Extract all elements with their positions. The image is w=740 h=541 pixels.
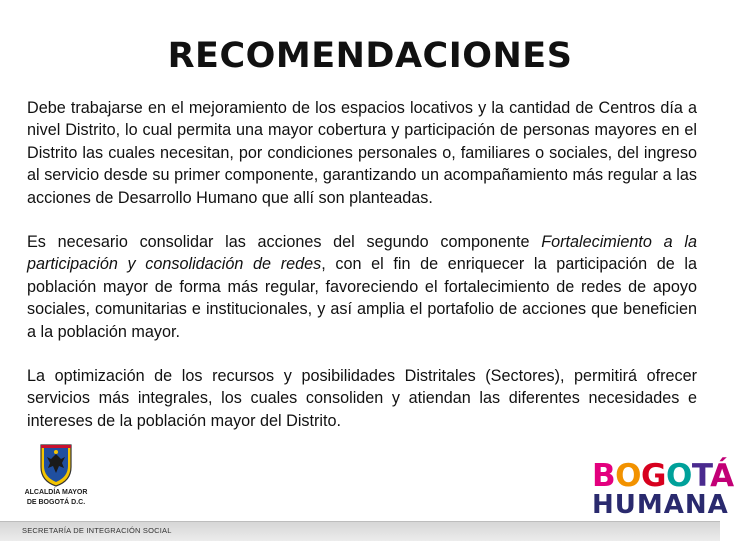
humana-wordmark: HUMANA xyxy=(592,490,729,520)
footer-bar xyxy=(0,521,720,541)
brand-letter: T xyxy=(691,458,711,494)
alcaldia-logo xyxy=(20,443,92,507)
slide-body xyxy=(27,97,697,432)
bogota-coat-of-arms-icon xyxy=(39,443,73,487)
brand-letter: Á xyxy=(710,458,734,494)
alcaldia-org-line-1: ALCALDÍA MAYOR xyxy=(24,489,88,496)
paragraph-1: Debe trabajarse en el mejoramiento de los espacios locativos y la cantidad de Centros día a nivel Distrito, lo cual permita una mayor cobertura y participación de personas mayores en el Distrito las cuales necesitan, por condiciones personales o, familiares o sociales, del ingreso al servicio desde su primer componente, garantizando un acompañamiento más regular a las acciones de Desarrollo Humano que allí son planteadas. xyxy=(27,99,697,207)
paragraph-2 xyxy=(27,231,697,343)
brand-letter: O xyxy=(665,458,692,494)
slide-title: RECOMENDACIONES xyxy=(167,36,573,76)
paragraph-3: La optimización de los recursos y posibilidades Distritales (Sectores), permitirá ofrecer servicios más integrales, los cuales consoliden y atiendan las diferentes necesidades e intereses de la población mayor del Distrito. xyxy=(27,367,697,430)
footer-label: SECRETARÍA DE INTEGRACIÓN SOCIAL xyxy=(22,526,172,535)
bogota-humana-logo xyxy=(592,458,734,520)
brand-letter: G xyxy=(641,458,666,494)
paragraph-2-rest: , con el fin de enriquecer la participación de la población mayor de forma más regular, favoreciendo el fortalecimiento de redes de apoyo sociales, comunitarias e institucionales, y así amplia el portafolio de acciones que beneficien a la población mayor. xyxy=(27,255,697,341)
paragraph-2-emphasis: Fortalecimiento a la participación y consolidación de redes xyxy=(27,233,697,274)
alcaldia-org-line-2: DE BOGOTÁ D.C. xyxy=(26,499,86,506)
bogota-wordmark xyxy=(592,458,734,494)
brand-letter: O xyxy=(615,458,641,494)
brand-letter: B xyxy=(592,458,616,494)
paragraph-2-intro: Es necesario consolidar las acciones del segundo componente xyxy=(27,233,542,252)
